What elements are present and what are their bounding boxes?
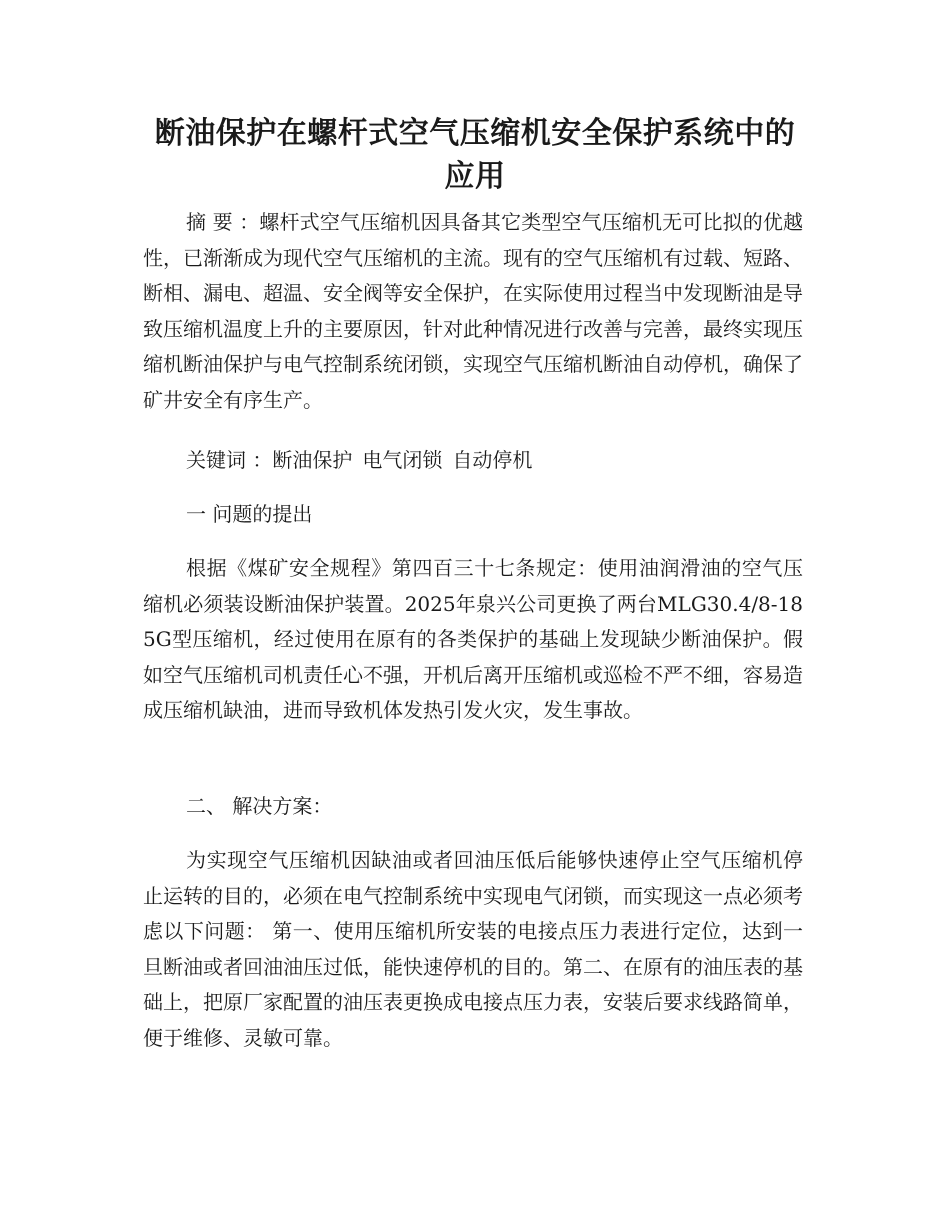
section-heading: 二、 解决方案： xyxy=(186,794,333,818)
keywords-paragraph xyxy=(143,443,803,479)
abstract-text: 螺杆式空气压缩机因具备其它类型空气压缩机无可比拟的优越性，已渐渐成为现代空气压缩机的主流。现有的空气压缩机有过载、短路、断相、漏电、超温、安全阀等安全保护，在实际使用过程当中发现断油是导致压缩机温度上升的主要原因，针对此种情况进行改善与完善，最终实现压缩机断油保护与电气控制系统闭锁，实现空气压缩机断油自动停机，确保了矿井安全有序生产。 xyxy=(143,210,803,412)
section-body: 根据《煤矿安全规程》第四百三十七条规定：使用油润滑油的空气压缩机必须装设断油保护装置。2025年泉兴公司更换了两台MLG30.4/8-185G型压缩机，经过使用在原有的各类保护的基础上发现缺少断油保护。假如空气压缩机司机责任心不强，开机后离开压缩机或巡检不严不细，容易造成压缩机缺油，进而导致机体发热引发火灾，发生事故。 xyxy=(143,556,803,722)
section-heading: 一 问题的提出 xyxy=(186,502,313,526)
abstract-paragraph xyxy=(143,205,803,418)
document-title: 断油保护在螺杆式空气压缩机安全保护系统中的应用 xyxy=(154,116,796,194)
keywords-label: 关键词 ： xyxy=(186,448,273,472)
keyword-item: 断油保护 xyxy=(272,448,353,472)
keyword-item: 自动停机 xyxy=(452,448,533,472)
abstract-label: 摘 要 ： xyxy=(186,210,260,234)
section-body: 为实现空气压缩机因缺油或者回油压低后能够快速停止空气压缩机停止运转的目的，必须在电气控制系统中实现电气闭锁，而实现这一点必须考虑以下问题： 第一、使用压缩机所安装的电接点压力表进行定位，达到一旦断油或者回油油压过低，能快速停机的目的。第二、在原有的油压表的基础上，把原厂家配置的油压表更换成电接点压力表，安装后要求线路简单，便于维修、灵敏可靠。 xyxy=(143,848,803,1050)
keyword-item: 电气闭锁 xyxy=(362,448,443,472)
